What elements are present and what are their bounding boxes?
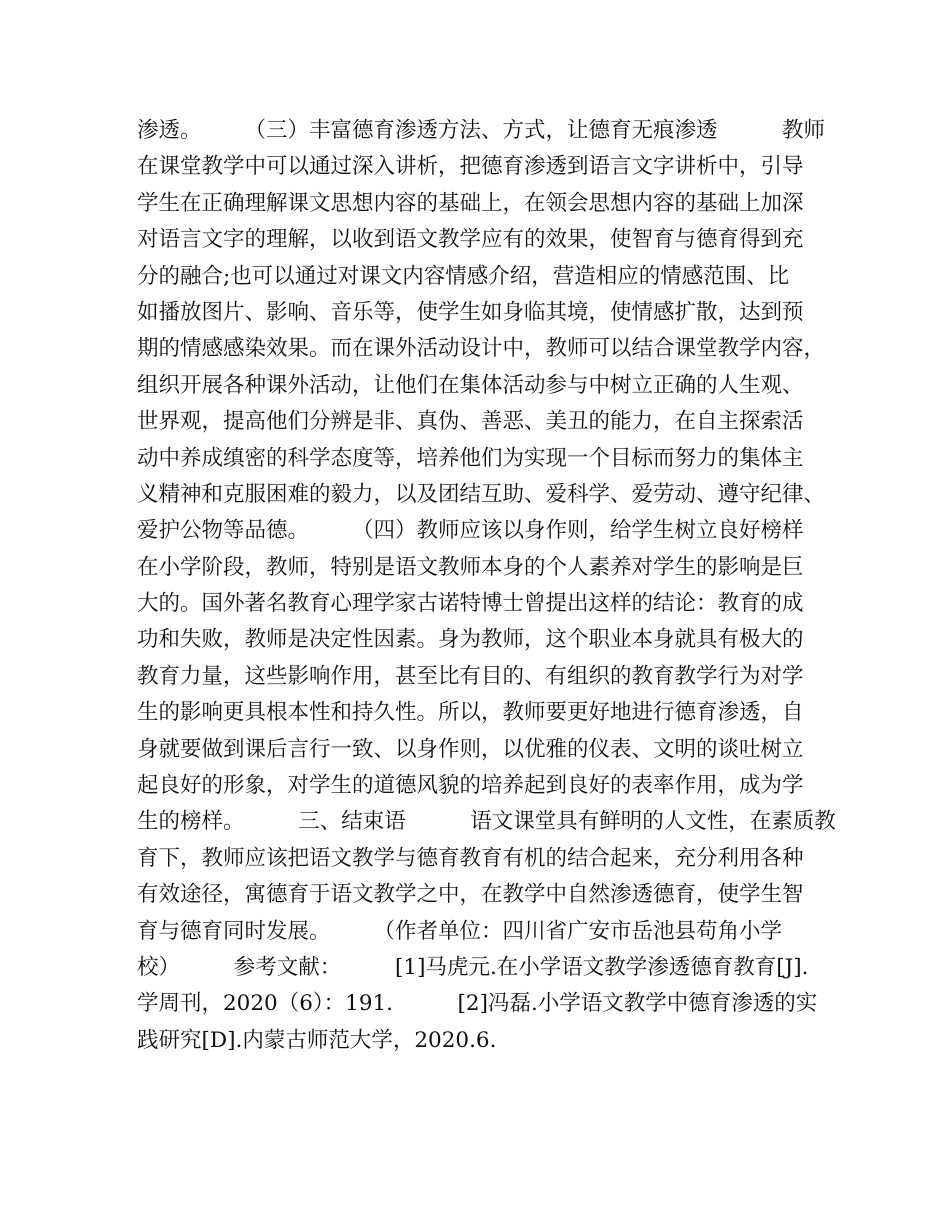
text-line: 教育力量，这些影响作用，甚至比有目的、有组织的教育教学行为对学 <box>137 663 804 689</box>
text-line: 对语言文字的理解，以收到语文教学应有的效果，使智育与德育得到充 <box>137 227 804 253</box>
text-line: 有效途径，寓德育于语文教学之中，在教学中自然渗透德育，使学生智 <box>137 882 804 908</box>
text-line: 大的。国外著名教育心理学家古诺特博士曾提出这样的结论：教育的成 <box>137 591 804 617</box>
text-line: 在课堂教学中可以通过深入讲析，把德育渗透到语言文字讲析中，引导 <box>137 154 804 180</box>
text-line: 起良好的形象，对学生的道德风貌的培养起到良好的表率作用，成为学 <box>137 773 804 799</box>
text-line: 渗透。 （三）丰富德育渗透方法、方式，让德育无痕渗透 教师 <box>137 118 826 143</box>
text-line: 动中养成缜密的科学态度等，培养他们为实现一个目标而努力的集体主 <box>137 445 804 471</box>
text-line: 如播放图片、影响、音乐等，使学生如身临其境，使情感扩散，达到预 <box>137 299 804 325</box>
text-line: 世界观，提高他们分辨是非、真伪、善恶、美丑的能力，在自主探索活 <box>137 409 804 435</box>
text-line: 功和失败，教师是决定性因素。身为教师，这个职业本身就具有极大的 <box>137 627 804 653</box>
text-line: 学周刊，2020（6）：191. [2]冯磊.小学语文教学中德育渗透的实 <box>137 991 818 1017</box>
text-line: 分的融合;也可以通过对课文内容情感介绍，营造相应的情感范围、比 <box>137 263 790 289</box>
body-text <box>137 113 836 1059</box>
text-line: 践研究[D].内蒙古师范大学，2020.6. <box>137 1027 497 1053</box>
text-line: 育下，教师应该把语文教学与德育教育有机的结合起来，充分利用各种 <box>137 845 804 871</box>
text-line: 义精神和克服困难的毅力，以及团结互助、爱科学、爱劳动、遵守纪律、 <box>137 481 826 507</box>
text-line: 期的情感感染效果。而在课外活动设计中，教师可以结合课堂教学内容， <box>137 336 826 362</box>
text-line: 生的影响更具根本性和持久性。所以，教师要更好地进行德育渗透，自 <box>137 700 804 726</box>
text-line: 爱护公物等品德。 （四）教师应该以身作则，给学生树立良好榜样 <box>137 518 804 544</box>
text-line: 校） 参考文献： [1]马虎元.在小学语文教学渗透德育教育[J]. <box>137 954 809 980</box>
text-line: 在小学阶段，教师，特别是语文教师本身的个人素养对学生的影响是巨 <box>137 554 804 580</box>
text-line: 组织开展各种课外活动，让他们在集体活动参与中树立正确的人生观、 <box>137 372 804 398</box>
text-line: 生的榜样。 三、结束语 语文课堂具有鲜明的人文性，在素质教 <box>137 809 836 835</box>
text-line: 身就要做到课后言行一致、以身作则，以优雅的仪表、文明的谈吐树立 <box>137 736 804 762</box>
text-line: 学生在正确理解课文思想内容的基础上，在领会思想内容的基础上加深 <box>137 190 804 216</box>
text-line: 育与德育同时发展。 （作者单位：四川省广安市岳池县苟角小学 <box>137 918 783 944</box>
